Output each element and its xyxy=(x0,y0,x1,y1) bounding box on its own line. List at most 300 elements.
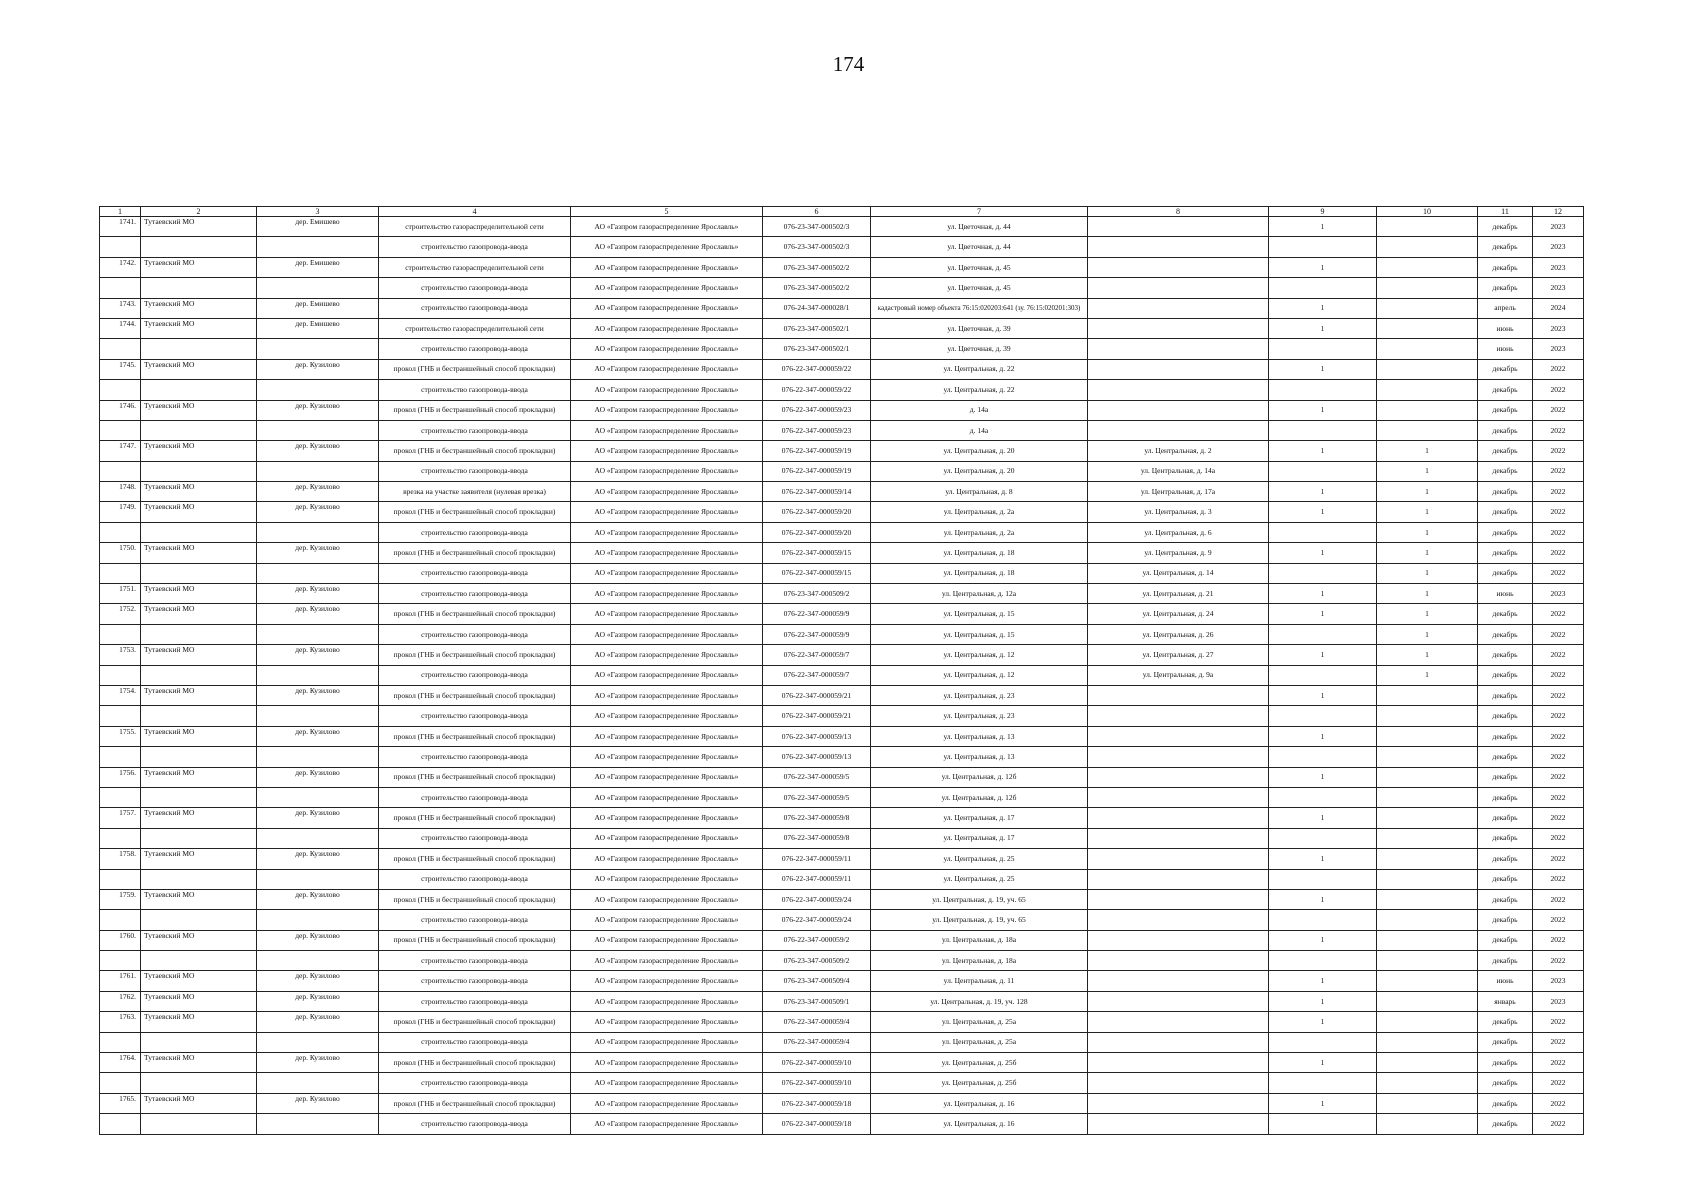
month-cell: декабрь xyxy=(1478,359,1533,379)
entry-number: 1758. xyxy=(100,849,141,869)
entry-number: 1751. xyxy=(100,584,141,604)
organization-cell: АО «Газпром газораспределение Ярославль» xyxy=(571,971,763,991)
address-cell: ул. Центральная, д. 19, уч. 65 xyxy=(871,910,1088,930)
count-cell xyxy=(1269,706,1377,726)
count-cell: 1 xyxy=(1269,441,1377,461)
count-cell: 1 xyxy=(1377,665,1478,685)
entry-number xyxy=(100,951,141,971)
contract-number-cell: 076-22-347-000059/23 xyxy=(763,400,871,420)
organization-cell: АО «Газпром газораспределение Ярославль» xyxy=(571,1053,763,1073)
settlement-cell: дер. Кузилово xyxy=(257,482,379,502)
work-type-cell: прокол (ГНБ и бестраншейный способ прокладки) xyxy=(379,849,571,869)
organization-cell: АО «Газпром газораспределение Ярославль» xyxy=(571,808,763,828)
extra-address-cell: ул. Центральная, д. 9а xyxy=(1088,665,1269,685)
count-cell: 1 xyxy=(1377,604,1478,624)
count-cell xyxy=(1269,665,1377,685)
extra-address-cell xyxy=(1088,971,1269,991)
organization-cell: АО «Газпром газораспределение Ярославль» xyxy=(571,645,763,665)
entry-number xyxy=(100,828,141,848)
table-row xyxy=(100,706,1584,726)
count-cell xyxy=(1377,420,1478,440)
settlement-cell xyxy=(257,522,379,542)
contract-number-cell: 076-22-347-000059/4 xyxy=(763,1012,871,1032)
contract-number-cell: 076-22-347-000059/21 xyxy=(763,685,871,705)
work-type-cell: строительство газопровода-ввода xyxy=(379,787,571,807)
table-row xyxy=(100,930,1584,950)
entry-number xyxy=(100,522,141,542)
month-cell: декабрь xyxy=(1478,828,1533,848)
address-cell: ул. Цветочная, д. 45 xyxy=(871,278,1088,298)
count-cell xyxy=(1377,359,1478,379)
month-cell: декабрь xyxy=(1478,1093,1533,1113)
month-cell: декабрь xyxy=(1478,910,1533,930)
municipality-cell: Тутаевский МО xyxy=(141,1093,257,1113)
entry-number: 1763. xyxy=(100,1012,141,1032)
organization-cell: АО «Газпром газораспределение Ярославль» xyxy=(571,726,763,746)
extra-address-cell xyxy=(1088,257,1269,277)
extra-address-cell xyxy=(1088,1032,1269,1052)
count-cell xyxy=(1377,685,1478,705)
organization-cell: АО «Газпром газораспределение Ярославль» xyxy=(571,543,763,563)
settlement-cell: дер. Кузилово xyxy=(257,991,379,1011)
table-body xyxy=(100,207,1584,1135)
table-row xyxy=(100,420,1584,440)
organization-cell: АО «Газпром газораспределение Ярославль» xyxy=(571,849,763,869)
work-type-cell: строительство газопровода-ввода xyxy=(379,298,571,318)
count-cell xyxy=(1377,951,1478,971)
count-cell: 1 xyxy=(1269,318,1377,338)
month-cell: декабрь xyxy=(1478,217,1533,237)
count-cell: 1 xyxy=(1269,767,1377,787)
contract-number-cell: 076-22-347-000059/14 xyxy=(763,482,871,502)
year-cell: 2023 xyxy=(1533,318,1584,338)
extra-address-cell xyxy=(1088,991,1269,1011)
settlement-cell: дер. Кузилово xyxy=(257,543,379,563)
year-cell: 2022 xyxy=(1533,1012,1584,1032)
year-cell: 2022 xyxy=(1533,808,1584,828)
count-cell xyxy=(1377,787,1478,807)
month-cell: декабрь xyxy=(1478,665,1533,685)
address-cell: ул. Центральная, д. 11 xyxy=(871,971,1088,991)
column-number: 1 xyxy=(100,207,141,217)
address-cell: ул. Центральная, д. 18а xyxy=(871,930,1088,950)
organization-cell: АО «Газпром газораспределение Ярославль» xyxy=(571,910,763,930)
work-type-cell: прокол (ГНБ и бестраншейный способ прокладки) xyxy=(379,726,571,746)
address-cell: ул. Центральная, д. 18а xyxy=(871,951,1088,971)
municipality-cell: Тутаевский МО xyxy=(141,502,257,522)
contract-number-cell: 076-23-347-000502/2 xyxy=(763,257,871,277)
extra-address-cell: ул. Центральная, д. 3 xyxy=(1088,502,1269,522)
count-cell xyxy=(1377,828,1478,848)
extra-address-cell: ул. Центральная, д. 6 xyxy=(1088,522,1269,542)
municipality-cell xyxy=(141,706,257,726)
table-row xyxy=(100,726,1584,746)
count-cell: 1 xyxy=(1269,502,1377,522)
contract-number-cell: 076-22-347-000059/10 xyxy=(763,1053,871,1073)
count-cell: 1 xyxy=(1377,482,1478,502)
work-type-cell: прокол (ГНБ и бестраншейный способ прокладки) xyxy=(379,889,571,909)
entry-number: 1765. xyxy=(100,1093,141,1113)
extra-address-cell xyxy=(1088,339,1269,359)
count-cell xyxy=(1269,461,1377,481)
organization-cell: АО «Газпром газораспределение Ярославль» xyxy=(571,482,763,502)
count-cell xyxy=(1269,278,1377,298)
year-cell: 2022 xyxy=(1533,380,1584,400)
table-row xyxy=(100,461,1584,481)
municipality-cell: Тутаевский МО xyxy=(141,1053,257,1073)
month-cell: декабрь xyxy=(1478,849,1533,869)
count-cell: 1 xyxy=(1269,1012,1377,1032)
year-cell: 2023 xyxy=(1533,971,1584,991)
month-cell: декабрь xyxy=(1478,645,1533,665)
table-row xyxy=(100,665,1584,685)
extra-address-cell: ул. Центральная, д. 24 xyxy=(1088,604,1269,624)
count-cell: 1 xyxy=(1269,930,1377,950)
year-cell: 2022 xyxy=(1533,645,1584,665)
entry-number: 1743. xyxy=(100,298,141,318)
contract-number-cell: 076-22-347-000059/24 xyxy=(763,889,871,909)
table-row xyxy=(100,278,1584,298)
month-cell: декабрь xyxy=(1478,951,1533,971)
municipality-cell: Тутаевский МО xyxy=(141,971,257,991)
count-cell: 1 xyxy=(1269,604,1377,624)
year-cell: 2023 xyxy=(1533,257,1584,277)
year-cell: 2023 xyxy=(1533,217,1584,237)
column-number: 2 xyxy=(141,207,257,217)
settlement-cell: дер. Емишево xyxy=(257,217,379,237)
organization-cell: АО «Газпром газораспределение Ярославль» xyxy=(571,1032,763,1052)
organization-cell: АО «Газпром газораспределение Ярославль» xyxy=(571,1114,763,1134)
year-cell: 2022 xyxy=(1533,1073,1584,1093)
municipality-cell: Тутаевский МО xyxy=(141,482,257,502)
month-cell: январь xyxy=(1478,991,1533,1011)
month-cell: декабрь xyxy=(1478,461,1533,481)
extra-address-cell xyxy=(1088,747,1269,767)
extra-address-cell xyxy=(1088,808,1269,828)
table-row xyxy=(100,1012,1584,1032)
table-row xyxy=(100,869,1584,889)
entry-number xyxy=(100,278,141,298)
count-cell: 1 xyxy=(1377,563,1478,583)
column-number: 4 xyxy=(379,207,571,217)
address-cell: ул. Цветочная, д. 39 xyxy=(871,339,1088,359)
count-cell xyxy=(1377,1012,1478,1032)
settlement-cell xyxy=(257,1032,379,1052)
contract-number-cell: 076-22-347-000059/19 xyxy=(763,461,871,481)
month-cell: декабрь xyxy=(1478,482,1533,502)
year-cell: 2022 xyxy=(1533,951,1584,971)
work-type-cell: прокол (ГНБ и бестраншейный способ прокладки) xyxy=(379,685,571,705)
address-cell: ул. Центральная, д. 23 xyxy=(871,685,1088,705)
year-cell: 2022 xyxy=(1533,1032,1584,1052)
count-cell xyxy=(1377,869,1478,889)
count-cell xyxy=(1269,380,1377,400)
address-cell: ул. Центральная, д. 12б xyxy=(871,787,1088,807)
contract-number-cell: 076-23-347-000502/3 xyxy=(763,237,871,257)
address-cell: ул. Центральная, д. 12 xyxy=(871,645,1088,665)
entry-number: 1749. xyxy=(100,502,141,522)
month-cell: декабрь xyxy=(1478,1114,1533,1134)
extra-address-cell xyxy=(1088,951,1269,971)
work-type-cell: строительство газопровода-ввода xyxy=(379,624,571,644)
entry-number: 1742. xyxy=(100,257,141,277)
entry-number: 1757. xyxy=(100,808,141,828)
month-cell: декабрь xyxy=(1478,257,1533,277)
month-cell: декабрь xyxy=(1478,808,1533,828)
extra-address-cell xyxy=(1088,237,1269,257)
year-cell: 2022 xyxy=(1533,869,1584,889)
count-cell xyxy=(1377,849,1478,869)
settlement-cell xyxy=(257,461,379,481)
settlement-cell xyxy=(257,910,379,930)
address-cell: ул. Центральная, д. 25 xyxy=(871,849,1088,869)
municipality-cell: Тутаевский МО xyxy=(141,767,257,787)
organization-cell: АО «Газпром газораспределение Ярославль» xyxy=(571,400,763,420)
settlement-cell: дер. Кузилово xyxy=(257,604,379,624)
organization-cell: АО «Газпром газораспределение Ярославль» xyxy=(571,1012,763,1032)
contract-number-cell: 076-22-347-000059/8 xyxy=(763,828,871,848)
count-cell xyxy=(1377,1114,1478,1134)
work-type-cell: строительство газопровода-ввода xyxy=(379,706,571,726)
table-row xyxy=(100,808,1584,828)
table-row xyxy=(100,237,1584,257)
settlement-cell xyxy=(257,278,379,298)
municipality-cell: Тутаевский МО xyxy=(141,604,257,624)
work-type-cell: прокол (ГНБ и бестраншейный способ прокладки) xyxy=(379,543,571,563)
settlement-cell xyxy=(257,339,379,359)
month-cell: декабрь xyxy=(1478,1073,1533,1093)
month-cell: декабрь xyxy=(1478,522,1533,542)
municipality-cell xyxy=(141,828,257,848)
settlement-cell: дер. Кузилово xyxy=(257,502,379,522)
year-cell: 2022 xyxy=(1533,767,1584,787)
settlement-cell: дер. Емишево xyxy=(257,298,379,318)
entry-number xyxy=(100,787,141,807)
municipality-cell: Тутаевский МО xyxy=(141,359,257,379)
address-cell: ул. Центральная, д. 25 xyxy=(871,869,1088,889)
contract-number-cell: 076-22-347-000059/20 xyxy=(763,522,871,542)
contract-number-cell: 076-22-347-000059/11 xyxy=(763,869,871,889)
extra-address-cell xyxy=(1088,298,1269,318)
count-cell: 1 xyxy=(1269,217,1377,237)
entry-number xyxy=(100,420,141,440)
organization-cell: АО «Газпром газораспределение Ярославль» xyxy=(571,1073,763,1093)
year-cell: 2022 xyxy=(1533,665,1584,685)
organization-cell: АО «Газпром газораспределение Ярославль» xyxy=(571,584,763,604)
year-cell: 2022 xyxy=(1533,685,1584,705)
count-cell xyxy=(1377,726,1478,746)
count-cell xyxy=(1377,971,1478,991)
count-cell xyxy=(1377,257,1478,277)
municipality-cell xyxy=(141,1032,257,1052)
municipality-cell: Тутаевский МО xyxy=(141,849,257,869)
address-cell: ул. Центральная, д. 13 xyxy=(871,726,1088,746)
table-row xyxy=(100,767,1584,787)
contract-number-cell: 076-23-347-000502/3 xyxy=(763,217,871,237)
organization-cell: АО «Газпром газораспределение Ярославль» xyxy=(571,991,763,1011)
page-number: 174 xyxy=(832,52,865,76)
entry-number xyxy=(100,380,141,400)
settlement-cell: дер. Емишево xyxy=(257,257,379,277)
entry-number xyxy=(100,869,141,889)
work-type-cell: строительство газопровода-ввода xyxy=(379,1073,571,1093)
count-cell: 1 xyxy=(1269,971,1377,991)
month-cell: июнь xyxy=(1478,584,1533,604)
settlement-cell: дер. Кузилово xyxy=(257,808,379,828)
address-cell: ул. Центральная, д. 18 xyxy=(871,563,1088,583)
year-cell: 2023 xyxy=(1533,237,1584,257)
organization-cell: АО «Газпром газораспределение Ярославль» xyxy=(571,339,763,359)
year-cell: 2023 xyxy=(1533,339,1584,359)
contract-number-cell: 076-22-347-000059/7 xyxy=(763,665,871,685)
municipality-cell: Тутаевский МО xyxy=(141,400,257,420)
municipality-cell xyxy=(141,339,257,359)
settlement-cell: дер. Кузилово xyxy=(257,726,379,746)
count-cell: 1 xyxy=(1269,543,1377,563)
contract-number-cell: 076-22-347-000059/15 xyxy=(763,543,871,563)
extra-address-cell: ул. Центральная, д. 17а xyxy=(1088,482,1269,502)
address-cell: д. 14а xyxy=(871,420,1088,440)
table-row xyxy=(100,1032,1584,1052)
table-row xyxy=(100,359,1584,379)
contract-number-cell: 076-22-347-000059/9 xyxy=(763,604,871,624)
month-cell: декабрь xyxy=(1478,1032,1533,1052)
table-row xyxy=(100,563,1584,583)
contract-number-cell: 076-22-347-000059/13 xyxy=(763,726,871,746)
contract-number-cell: 076-22-347-000059/22 xyxy=(763,359,871,379)
work-type-cell: прокол (ГНБ и бестраншейный способ прокладки) xyxy=(379,1093,571,1113)
municipality-cell xyxy=(141,278,257,298)
count-cell xyxy=(1269,522,1377,542)
work-type-cell: прокол (ГНБ и бестраншейный способ прокладки) xyxy=(379,604,571,624)
year-cell: 2022 xyxy=(1533,563,1584,583)
count-cell xyxy=(1269,747,1377,767)
entry-number: 1761. xyxy=(100,971,141,991)
settlement-cell: дер. Кузилово xyxy=(257,1093,379,1113)
table-row xyxy=(100,787,1584,807)
count-cell xyxy=(1269,237,1377,257)
entry-number: 1746. xyxy=(100,400,141,420)
year-cell: 2022 xyxy=(1533,502,1584,522)
address-cell: ул. Центральная, д. 19, уч. 128 xyxy=(871,991,1088,1011)
table-row xyxy=(100,828,1584,848)
organization-cell: АО «Газпром газораспределение Ярославль» xyxy=(571,747,763,767)
work-type-cell: строительство газопровода-ввода xyxy=(379,278,571,298)
count-cell: 1 xyxy=(1269,482,1377,502)
count-cell: 1 xyxy=(1269,808,1377,828)
work-type-cell: строительство газопровода-ввода xyxy=(379,1032,571,1052)
column-number: 5 xyxy=(571,207,763,217)
extra-address-cell: ул. Центральная, д. 26 xyxy=(1088,624,1269,644)
settlement-cell: дер. Кузилово xyxy=(257,400,379,420)
extra-address-cell xyxy=(1088,420,1269,440)
year-cell: 2022 xyxy=(1533,910,1584,930)
contract-number-cell: 076-22-347-000059/11 xyxy=(763,849,871,869)
count-cell xyxy=(1377,318,1478,338)
organization-cell: АО «Газпром газораспределение Ярославль» xyxy=(571,461,763,481)
work-type-cell: строительство газопровода-ввода xyxy=(379,584,571,604)
count-cell: 1 xyxy=(1377,441,1478,461)
year-cell: 2022 xyxy=(1533,1114,1584,1134)
month-cell: декабрь xyxy=(1478,787,1533,807)
contract-number-cell: 076-23-347-000509/2 xyxy=(763,584,871,604)
month-cell: декабрь xyxy=(1478,420,1533,440)
extra-address-cell xyxy=(1088,359,1269,379)
work-type-cell: строительство газопровода-ввода xyxy=(379,991,571,1011)
contract-number-cell: 076-22-347-000059/10 xyxy=(763,1073,871,1093)
column-number: 10 xyxy=(1377,207,1478,217)
organization-cell: АО «Газпром газораспределение Ярославль» xyxy=(571,217,763,237)
year-cell: 2024 xyxy=(1533,298,1584,318)
settlement-cell: дер. Кузилово xyxy=(257,767,379,787)
table-row xyxy=(100,951,1584,971)
work-type-cell: строительство газопровода-ввода xyxy=(379,747,571,767)
entry-number xyxy=(100,339,141,359)
contract-number-cell: 076-22-347-000059/23 xyxy=(763,420,871,440)
address-cell: ул. Центральная, д. 15 xyxy=(871,604,1088,624)
entry-number xyxy=(100,563,141,583)
municipality-cell xyxy=(141,563,257,583)
table-row xyxy=(100,747,1584,767)
entry-number: 1755. xyxy=(100,726,141,746)
table-row xyxy=(100,910,1584,930)
extra-address-cell xyxy=(1088,1073,1269,1093)
month-cell: декабрь xyxy=(1478,278,1533,298)
municipality-cell xyxy=(141,237,257,257)
count-cell xyxy=(1377,991,1478,1011)
year-cell: 2022 xyxy=(1533,706,1584,726)
organization-cell: АО «Газпром газораспределение Ярославль» xyxy=(571,685,763,705)
count-cell: 1 xyxy=(1377,502,1478,522)
month-cell: декабрь xyxy=(1478,543,1533,563)
entry-number: 1744. xyxy=(100,318,141,338)
work-type-cell: прокол (ГНБ и бестраншейный способ прокладки) xyxy=(379,1012,571,1032)
month-cell: декабрь xyxy=(1478,889,1533,909)
entry-number xyxy=(100,624,141,644)
count-cell: 1 xyxy=(1269,1053,1377,1073)
address-cell: ул. Центральная, д. 25а xyxy=(871,1032,1088,1052)
extra-address-cell xyxy=(1088,930,1269,950)
count-cell xyxy=(1377,910,1478,930)
address-cell: ул. Центральная, д. 20 xyxy=(871,441,1088,461)
address-cell: ул. Центральная, д. 2а xyxy=(871,522,1088,542)
column-number-row xyxy=(100,207,1584,217)
settlement-cell xyxy=(257,828,379,848)
contract-number-cell: 076-22-347-000059/9 xyxy=(763,624,871,644)
contract-number-cell: 076-23-347-000502/1 xyxy=(763,318,871,338)
extra-address-cell xyxy=(1088,828,1269,848)
organization-cell: АО «Газпром газораспределение Ярославль» xyxy=(571,318,763,338)
month-cell: декабрь xyxy=(1478,502,1533,522)
address-cell: ул. Цветочная, д. 44 xyxy=(871,237,1088,257)
entry-number: 1759. xyxy=(100,889,141,909)
year-cell: 2023 xyxy=(1533,991,1584,1011)
count-cell xyxy=(1377,808,1478,828)
column-number: 7 xyxy=(871,207,1088,217)
extra-address-cell xyxy=(1088,217,1269,237)
entry-number xyxy=(100,1114,141,1134)
month-cell: декабрь xyxy=(1478,237,1533,257)
year-cell: 2022 xyxy=(1533,889,1584,909)
entry-number: 1760. xyxy=(100,930,141,950)
address-cell: ул. Цветочная, д. 45 xyxy=(871,257,1088,277)
work-type-cell: прокол (ГНБ и бестраншейный способ прокладки) xyxy=(379,502,571,522)
address-cell: ул. Центральная, д. 2а xyxy=(871,502,1088,522)
month-cell: декабрь xyxy=(1478,706,1533,726)
contract-number-cell: 076-22-347-000059/19 xyxy=(763,441,871,461)
count-cell: 1 xyxy=(1377,645,1478,665)
address-cell: ул. Центральная, д. 13 xyxy=(871,747,1088,767)
